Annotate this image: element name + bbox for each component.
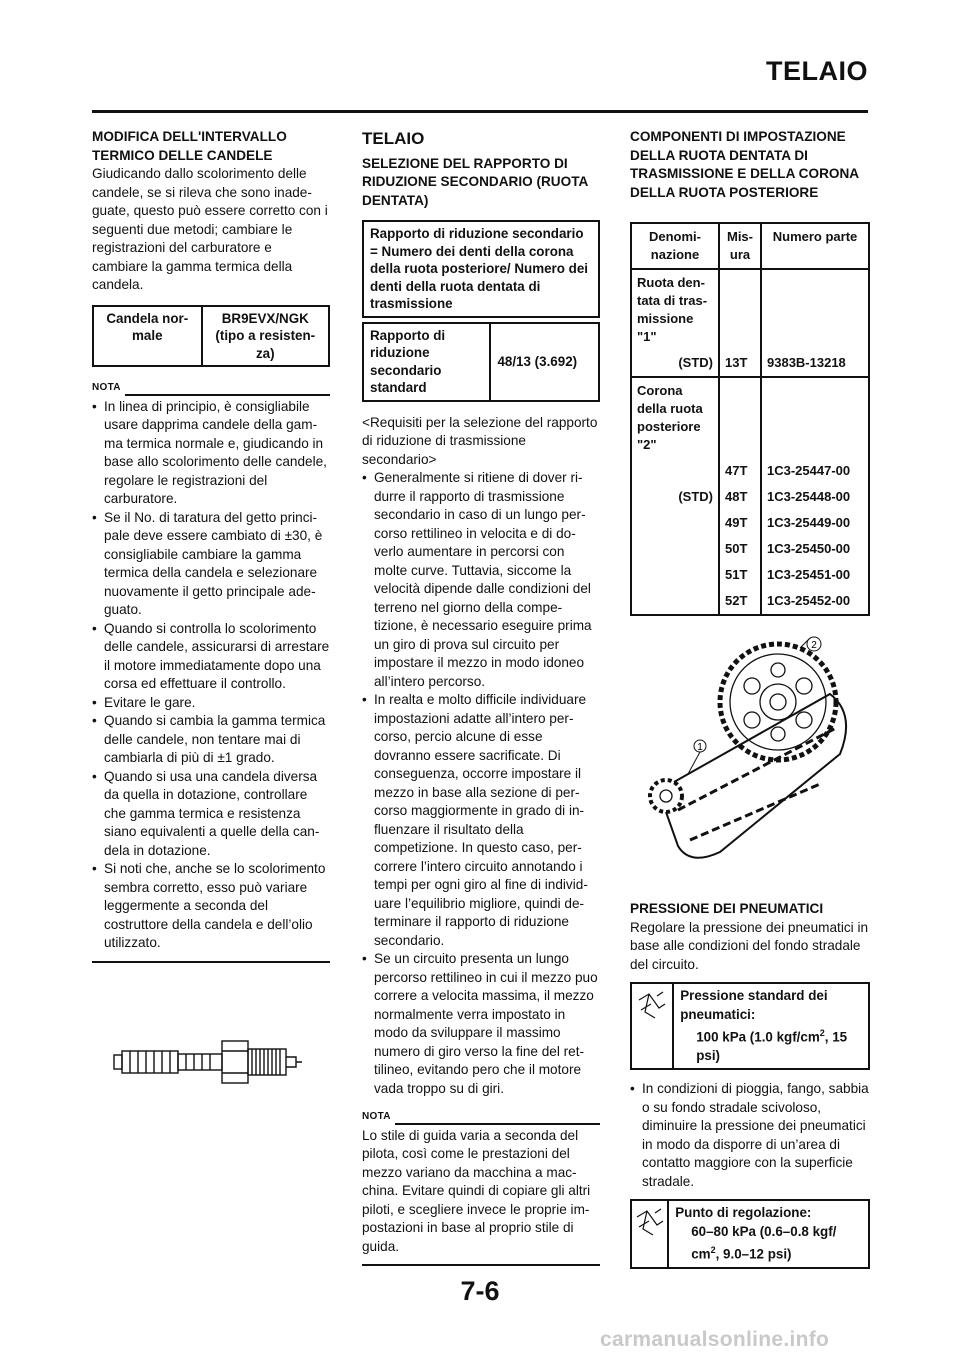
table-row: 49T 1C3-25449-00 bbox=[631, 510, 869, 536]
callout-1 bbox=[694, 740, 706, 753]
box-value: 100 kPa (1.0 kgf/$cm^2$, 15 psi) bbox=[696, 1028, 848, 1063]
box-value: 60–80 kPa (0.6–0.8 kgf/ $cm^2$, 9.0–12 psi) bbox=[691, 1223, 837, 1262]
box-title: Punto di regolazione: bbox=[675, 1205, 812, 1221]
tire-adjust-box bbox=[630, 1199, 870, 1269]
col-header-name: Denominazione bbox=[631, 223, 719, 269]
spec-label: Candela normale bbox=[93, 306, 202, 367]
table-row: (STD) 13T 9383B-13218 bbox=[631, 350, 869, 377]
note-header bbox=[362, 1108, 600, 1127]
group-name: Ruota dentata di trasmissione "1" bbox=[631, 269, 719, 350]
section-heading-sprockets: COMPONENTI DI IMPOSTAZIONE DELLA RUOTA DENTATA DI TRASMISSIONE E DELLA CORONA DELLA RUOTA POSTERIORE bbox=[630, 129, 859, 200]
note-item: • In linea di principio, è consigliabile usare dapprima candele della gamma termica normale e, giudicando in base allo scolorimento delle candele, regolare le registrazioni del carburatore. bbox=[92, 398, 330, 509]
note-item: • Evitare le gare. bbox=[92, 694, 330, 713]
gauge-icon bbox=[632, 1201, 669, 1267]
standard-ratio-label: Rapporto di riduzione secondario standard bbox=[363, 323, 490, 401]
note-item: • Se il No. di taratura del getto principale deve essere cambiato di ±30, è consigliabile cambiare la gamma termica della candela e selezionare nuovamente il getto principale adeguato. bbox=[92, 509, 330, 620]
page-header-title: TELAIO bbox=[766, 56, 868, 86]
table-row: 50T 1C3-25450-00 bbox=[631, 536, 869, 562]
requirement-item: • Generalmente si ritiene di dover ridurre il rapporto di trasmissione secondario in caso di un lungo percorso rettilineo in velocita e di doverlo aumentare in percorsi con molte curve. Tuttavia, siccome la velocità dipende dalle condizioni del terreno nel giorno della competizione, è necessario eseguire prima un giro di prova sul circuito per impostare il mezzo in modo idoneo all’intero percorso. bbox=[362, 469, 600, 691]
header-rule bbox=[92, 110, 868, 113]
table-row: 47T 1C3-25447-00 bbox=[631, 458, 869, 484]
col-header-size: Misura bbox=[719, 223, 761, 269]
section-heading-spark-plug: MODIFICA DELL'INTERVALLO TERMICO DELLE CANDELE bbox=[92, 129, 287, 163]
requirements-intro: <Requisiti per la selezione del rapporto di riduzione di trasmissione secondario> bbox=[362, 414, 598, 467]
column-sprockets bbox=[630, 128, 870, 1279]
table-row: (STD) 48T 1C3-25448-00 bbox=[631, 484, 869, 510]
spark-plug-illustration bbox=[110, 1021, 310, 1111]
note-text: Lo stile di guida varia a seconda del pilota, così come le prestazioni del mezzo variano da macchina a macchina. Evitare quindi di copiare gli altri piloti, e scegliere invece le proprie impostazioni in base al proprio stile di guida. bbox=[362, 1127, 591, 1254]
standard-ratio-value: 48/13 (3.692) bbox=[490, 323, 599, 401]
tire-notes bbox=[630, 1080, 870, 1191]
page-number: 7-6 bbox=[460, 1276, 500, 1306]
standard-ratio-table bbox=[362, 322, 600, 402]
sprocket-parts-table bbox=[630, 222, 870, 616]
note-label: NOTA bbox=[362, 1111, 391, 1122]
column-gear-ratio bbox=[362, 128, 600, 1266]
gauge-icon bbox=[632, 984, 674, 1068]
spark-plug-spec-table bbox=[92, 305, 330, 368]
note-item: • Si noti che, anche se lo scolorimento sembra corretto, esso può variare leggermente a seconda del costruttore della candela e dell’olio utilizzato. bbox=[92, 860, 330, 953]
note-end-rule bbox=[92, 961, 330, 963]
tire-standard-box bbox=[630, 982, 870, 1070]
note-item: • Quando si cambia la gamma termica delle candele, non tentare mai di cambiarla di più di ±1 grado. bbox=[92, 712, 330, 768]
column-spark-plug bbox=[92, 128, 330, 1111]
section-heading-gear-ratio: SELEZIONE DEL RAPPORTO DI RIDUZIONE SECONDARIO (RUOTA DENTATA) bbox=[362, 155, 588, 208]
requirements-list bbox=[362, 469, 600, 1098]
sprocket-chain-diagram bbox=[630, 634, 870, 894]
note-item: • Quando si usa una candela diversa da quella in dotazione, controllare che gamma termica e resistenza siano equivalenti a quelle della candela in dotazione. bbox=[92, 768, 330, 861]
table-row: 52T 1C3-25452-00 bbox=[631, 588, 869, 615]
intro-text: Giudicando dallo scolorimento delle candele, se si rileva che sono inadeguate, questo può essere corretto con i seguenti due metodi; cambiare le registrazioni del carburatore e cambiare la gamma termica della candela. bbox=[92, 166, 328, 292]
box-title: Pressione standard dei pneumatici: bbox=[680, 988, 828, 1022]
requirement-item: • In realta e molto difficile individuare impostazioni adatte all’intero percorso, percio alcune di esse dovranno essere sacrificate. Di conseguenza, occorre impostare il mezzo in base alla sezione di percorso maggiormente in grado di influenzare il risultato della competizione. In questo caso, percorrere l’intero circuito annotando i tempi per ogni giro al fine di individuare l’equilibrio migliore, quindi determinare il rapporto di riduzione secondario. bbox=[362, 691, 600, 950]
group-name: Corona della ruota posteriore "2" bbox=[631, 377, 719, 458]
note-item: • Quando si controlla lo scolorimento delle candele, assicurarsi di arrestare il motore immediatamente dopo una corsa ed effettuare il controllo. bbox=[92, 620, 330, 694]
tire-intro: Regolare la pressione dei pneumatici in base alle condizioni del fondo stradale del circuito. bbox=[630, 919, 869, 972]
note-header bbox=[92, 379, 330, 398]
section-title-telaio: TELAIO bbox=[362, 129, 425, 148]
note-list bbox=[92, 398, 330, 953]
note-label: NOTA bbox=[92, 382, 121, 393]
spec-value: BR9EVX/NGK (tipo a resistenza) bbox=[202, 306, 329, 367]
tire-note-item: • In condizioni di pioggia, fango, sabbia o su fondo stradale scivoloso, diminuire la pressione dei pneumatici in modo da disporre di un’area di contatto maggiore con la superficie stradale. bbox=[630, 1080, 870, 1191]
note-end-rule bbox=[362, 1264, 600, 1266]
col-header-part: Numero parte bbox=[761, 223, 869, 269]
table-row: 51T 1C3-25451-00 bbox=[631, 562, 869, 588]
section-heading-tires: PRESSIONE DEI PNEUMATICI bbox=[630, 901, 824, 916]
svg-text:2: 2 bbox=[811, 640, 817, 651]
ratio-formula: Rapporto di riduzione secondario = Numero dei denti della corona della ruota posteriore/ Numero dei denti della ruota dentata di trasmissione bbox=[363, 221, 599, 317]
ratio-formula-box bbox=[362, 220, 600, 318]
requirement-item: • Se un circuito presenta un lungo percorso rettilineo in cui il mezzo puo correre a velocita massima, il mezzo normalmente verra impostato in modo da sviluppare il massimo numero di giro verso la fine del rettilineo, evitando pero che il motore vada troppo su di giri. bbox=[362, 950, 600, 1098]
watermark: carmanualsonline.info bbox=[600, 1328, 830, 1351]
svg-text:1: 1 bbox=[697, 742, 703, 753]
callout-2 bbox=[807, 637, 821, 651]
